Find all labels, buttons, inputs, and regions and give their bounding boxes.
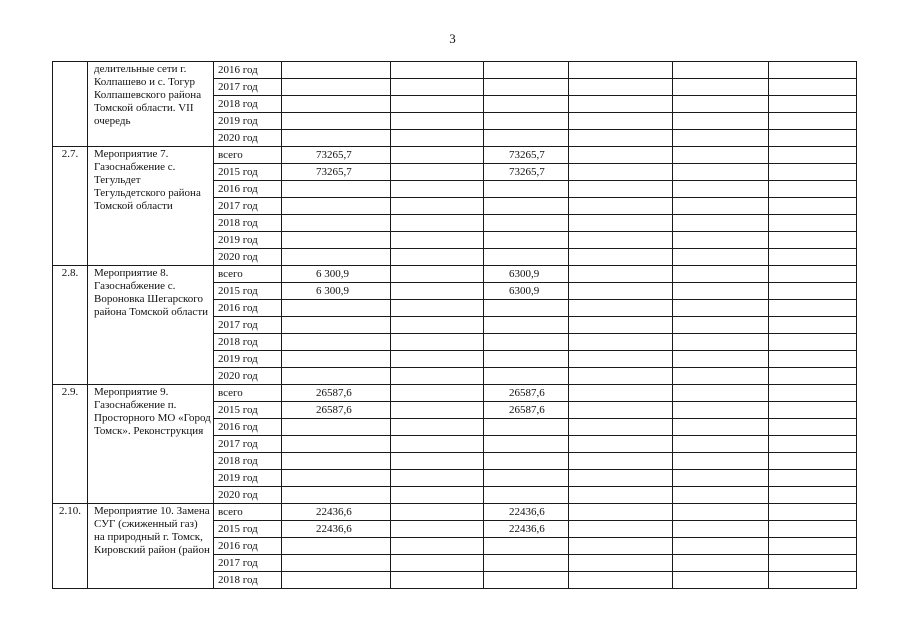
period-cell: 2019 год [214,113,282,130]
period-cell: всего [214,266,282,283]
amount-cell [673,266,769,283]
period-cell: 2016 год [214,538,282,555]
period-cell: 2018 год [214,334,282,351]
amount-cell [569,521,673,538]
amount-cell [673,130,769,147]
amount-cell [569,113,673,130]
amount-cell [391,130,484,147]
amount-cell [673,487,769,504]
period-cell: 2016 год [214,62,282,79]
amount-cell [673,351,769,368]
amount-cell [673,470,769,487]
period-cell: 2019 год [214,232,282,249]
amount-cell [391,215,484,232]
amount-cell [391,334,484,351]
measure-number: 2.8. [53,266,88,385]
amount-cell [769,385,857,402]
amount-cell [769,215,857,232]
table-row [53,147,857,164]
amount-cell [769,130,857,147]
amount-cell [569,79,673,96]
amount-cell [673,232,769,249]
amount-cell [769,181,857,198]
period-cell: 2016 год [214,181,282,198]
total-amount-cell: 26587,6 [282,385,391,402]
amount-cell [769,470,857,487]
amount-cell [673,538,769,555]
regional-amount-cell [484,130,569,147]
regional-amount-cell [484,181,569,198]
amount-cell [391,266,484,283]
amount-cell [769,368,857,385]
regional-amount-cell [484,62,569,79]
amount-cell [569,402,673,419]
total-amount-cell: 73265,7 [282,164,391,181]
amount-cell [769,351,857,368]
regional-amount-cell: 6300,9 [484,266,569,283]
regional-amount-cell [484,572,569,589]
period-cell: 2015 год [214,402,282,419]
regional-amount-cell: 73265,7 [484,147,569,164]
total-amount-cell: 22436,6 [282,504,391,521]
amount-cell [569,572,673,589]
amount-cell [673,96,769,113]
amount-cell [391,453,484,470]
amount-cell [569,96,673,113]
period-cell: 2015 год [214,283,282,300]
period-cell: всего [214,504,282,521]
table-row [53,266,857,283]
table-row [53,504,857,521]
total-amount-cell [282,113,391,130]
amount-cell [673,555,769,572]
table-row [53,62,857,79]
amount-cell [391,249,484,266]
measure-description: Мероприятие 7. Газоснабжение с. Тегульдет Тегульдетского района Томской области [88,147,214,266]
amount-cell [391,487,484,504]
total-amount-cell [282,62,391,79]
amount-cell [769,334,857,351]
period-cell: 2015 год [214,164,282,181]
amount-cell [391,300,484,317]
amount-cell [391,555,484,572]
measure-description: Мероприятие 8. Газоснабжение с. Вороновка Шегарского района Томской области [88,266,214,385]
measure-description: делительные сети г. Колпашево и с. Тогур Колпашевского района Томской области. VII очередь [88,62,214,147]
total-amount-cell [282,538,391,555]
regional-amount-cell [484,368,569,385]
regional-amount-cell [484,96,569,113]
amount-cell [569,487,673,504]
amount-cell [673,215,769,232]
period-cell: 2018 год [214,453,282,470]
amount-cell [391,436,484,453]
amount-cell [569,283,673,300]
amount-cell [569,334,673,351]
amount-cell [391,351,484,368]
amount-cell [769,487,857,504]
total-amount-cell: 6 300,9 [282,266,391,283]
period-cell: 2017 год [214,555,282,572]
amount-cell [391,232,484,249]
amount-cell [673,419,769,436]
amount-cell [769,62,857,79]
amount-cell [391,538,484,555]
amount-cell [673,181,769,198]
measure-number: 2.7. [53,147,88,266]
amount-cell [673,504,769,521]
amount-cell [769,283,857,300]
regional-amount-cell [484,198,569,215]
total-amount-cell [282,181,391,198]
amount-cell [391,402,484,419]
regional-amount-cell: 26587,6 [484,402,569,419]
amount-cell [569,317,673,334]
amount-cell [569,215,673,232]
amount-cell [391,470,484,487]
amount-cell [391,521,484,538]
amount-cell [673,572,769,589]
period-cell: 2015 год [214,521,282,538]
amount-cell [769,538,857,555]
amount-cell [673,453,769,470]
amount-cell [769,300,857,317]
amount-cell [769,555,857,572]
amount-cell [673,385,769,402]
amount-cell [769,113,857,130]
total-amount-cell [282,300,391,317]
total-amount-cell [282,470,391,487]
amount-cell [769,79,857,96]
period-cell: 2018 год [214,572,282,589]
total-amount-cell [282,436,391,453]
measure-description: Мероприятие 9. Газоснабжение п. Просторного МО «Город Томск». Реконструкция [88,385,214,504]
period-cell: 2017 год [214,198,282,215]
amount-cell [391,317,484,334]
regional-amount-cell [484,113,569,130]
amount-cell [673,283,769,300]
amount-cell [391,504,484,521]
total-amount-cell [282,572,391,589]
amount-cell [769,266,857,283]
regional-amount-cell [484,436,569,453]
amount-cell [569,470,673,487]
period-cell: 2016 год [214,300,282,317]
amount-cell [569,504,673,521]
amount-cell [769,164,857,181]
period-cell: 2020 год [214,249,282,266]
amount-cell [673,334,769,351]
amount-cell [673,300,769,317]
amount-cell [569,232,673,249]
page-number: 3 [449,31,456,46]
amount-cell [769,249,857,266]
amount-cell [569,351,673,368]
amount-cell [569,436,673,453]
period-cell: 2017 год [214,317,282,334]
amount-cell [673,436,769,453]
regional-amount-cell: 73265,7 [484,164,569,181]
amount-cell [769,572,857,589]
amount-cell [673,317,769,334]
amount-cell [391,147,484,164]
amount-cell [569,419,673,436]
regional-amount-cell [484,79,569,96]
regional-amount-cell [484,538,569,555]
amount-cell [673,147,769,164]
regional-amount-cell [484,487,569,504]
total-amount-cell [282,130,391,147]
amount-cell [769,504,857,521]
amount-cell [569,249,673,266]
measure-number: 2.10. [53,504,88,589]
regional-amount-cell [484,249,569,266]
budget-table [52,61,857,589]
amount-cell [569,130,673,147]
period-cell: 2018 год [214,215,282,232]
total-amount-cell [282,419,391,436]
amount-cell [569,198,673,215]
amount-cell [391,113,484,130]
period-cell: 2020 год [214,130,282,147]
regional-amount-cell [484,555,569,572]
amount-cell [769,419,857,436]
amount-cell [673,368,769,385]
measure-number: 2.9. [53,385,88,504]
total-amount-cell [282,453,391,470]
amount-cell [673,164,769,181]
amount-cell [769,436,857,453]
regional-amount-cell [484,300,569,317]
total-amount-cell: 22436,6 [282,521,391,538]
amount-cell [391,572,484,589]
period-cell: 2018 год [214,96,282,113]
amount-cell [569,385,673,402]
regional-amount-cell: 26587,6 [484,385,569,402]
amount-cell [769,96,857,113]
regional-amount-cell [484,232,569,249]
regional-amount-cell [484,317,569,334]
amount-cell [769,147,857,164]
amount-cell [673,402,769,419]
amount-cell [391,368,484,385]
amount-cell [391,164,484,181]
amount-cell [391,385,484,402]
total-amount-cell [282,215,391,232]
amount-cell [569,300,673,317]
amount-cell [391,198,484,215]
amount-cell [391,181,484,198]
amount-cell [569,368,673,385]
amount-cell [769,521,857,538]
total-amount-cell [282,351,391,368]
total-amount-cell [282,198,391,215]
amount-cell [769,453,857,470]
amount-cell [673,521,769,538]
total-amount-cell: 73265,7 [282,147,391,164]
regional-amount-cell [484,453,569,470]
period-cell: 2020 год [214,487,282,504]
regional-amount-cell [484,215,569,232]
amount-cell [769,232,857,249]
amount-cell [673,249,769,266]
total-amount-cell [282,249,391,266]
period-cell: 2019 год [214,470,282,487]
period-cell: 2019 год [214,351,282,368]
total-amount-cell: 6 300,9 [282,283,391,300]
amount-cell [391,96,484,113]
amount-cell [673,113,769,130]
amount-cell [391,79,484,96]
regional-amount-cell: 22436,6 [484,504,569,521]
amount-cell [569,164,673,181]
total-amount-cell [282,317,391,334]
regional-amount-cell [484,419,569,436]
total-amount-cell [282,555,391,572]
measure-description: Мероприятие 10. Замена СУГ (сжиженный газ) на природный г. Томск, Кировский район (район [88,504,214,589]
regional-amount-cell [484,351,569,368]
amount-cell [569,555,673,572]
total-amount-cell [282,96,391,113]
total-amount-cell: 26587,6 [282,402,391,419]
amount-cell [673,198,769,215]
amount-cell [569,538,673,555]
amount-cell [391,419,484,436]
measure-number [53,62,88,147]
total-amount-cell [282,79,391,96]
total-amount-cell [282,232,391,249]
amount-cell [569,453,673,470]
period-cell: 2016 год [214,419,282,436]
total-amount-cell [282,368,391,385]
regional-amount-cell [484,334,569,351]
period-cell: 2020 год [214,368,282,385]
amount-cell [673,62,769,79]
amount-cell [569,147,673,164]
period-cell: 2017 год [214,79,282,96]
amount-cell [769,317,857,334]
amount-cell [769,402,857,419]
regional-amount-cell [484,470,569,487]
amount-cell [391,283,484,300]
amount-cell [569,266,673,283]
total-amount-cell [282,334,391,351]
period-cell: всего [214,147,282,164]
amount-cell [391,62,484,79]
period-cell: 2017 год [214,436,282,453]
amount-cell [569,181,673,198]
amount-cell [769,198,857,215]
amount-cell [673,79,769,96]
total-amount-cell [282,487,391,504]
table-row [53,385,857,402]
regional-amount-cell: 22436,6 [484,521,569,538]
amount-cell [569,62,673,79]
period-cell: всего [214,385,282,402]
regional-amount-cell: 6300,9 [484,283,569,300]
